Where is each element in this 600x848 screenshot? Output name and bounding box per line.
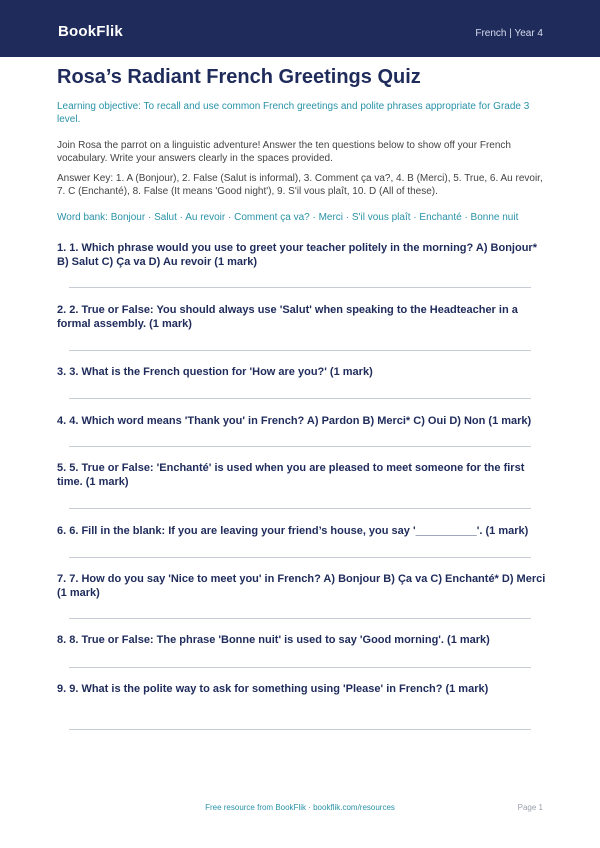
question-6: 6. 6. Fill in the blank: If you are leaving your friend’s house, you say '__________'. (1 mark): [57, 525, 529, 537]
answer-line-8[interactable]: [69, 667, 531, 668]
footer-link[interactable]: Free resource from BookFlik · bookflik.com/resources: [205, 803, 395, 812]
question-4: 4. 4. Which word means 'Thank you' in French? A) Pardon B) Merci* C) Oui D) Non (1 mark): [57, 415, 532, 427]
answer-line-6[interactable]: [69, 557, 531, 558]
question-5: 5. 5. True or False: 'Enchanté' is used when you are pleased to meet someone for the first time. (1 mark): [57, 462, 525, 488]
answer-line-4[interactable]: [69, 446, 531, 447]
question-8: 8. 8. True or False: The phrase 'Bonne nuit' is used to say 'Good morning'. (1 mark): [57, 634, 490, 646]
learning-objective: Learning objective: To recall and use common French greetings and polite phrases appropriate for Grade 3 level.: [57, 101, 530, 125]
intro-text: Join Rosa the parrot on a linguistic adventure! Answer the ten questions below to show off your French vocabulary. Write your answers clearly in the spaces provided.: [57, 140, 511, 164]
answer-line-3[interactable]: [69, 398, 531, 399]
page-title: Rosa’s Radiant French Greetings Quiz: [57, 66, 421, 88]
page-number: Page 1: [517, 803, 543, 812]
answer-line-5[interactable]: [69, 508, 531, 509]
question-9: 9. 9. What is the polite way to ask for something using 'Please' in French? (1 mark): [57, 683, 489, 695]
answer-line-1[interactable]: [69, 287, 531, 288]
question-1: 1. 1. Which phrase would you use to greet your teacher politely in the morning? A) Bonjour* B) Salut C) Ça va D) Au revoir (1 mark): [57, 242, 537, 268]
answer-line-7[interactable]: [69, 618, 531, 619]
question-2: 2. 2. True or False: You should always use 'Salut' when speaking to the Headteacher in a formal assembly. (1 mark): [57, 304, 518, 330]
word-bank: Word bank: Bonjour · Salut · Au revoir · Comment ça va? · Merci · S'il vous plaît · Enchanté · Bonne nuit: [57, 212, 519, 223]
subject-year-label: French | Year 4: [475, 28, 543, 39]
question-7: 7. 7. How do you say 'Nice to meet you' in French? A) Bonjour B) Ça va C) Enchanté* D) Merci (1 mark): [57, 573, 546, 599]
header-bar: [0, 0, 600, 57]
brand-logo[interactable]: BookFlik: [58, 23, 123, 40]
question-3: 3. 3. What is the French question for 'How are you?' (1 mark): [57, 366, 373, 378]
answer-line-9[interactable]: [69, 729, 531, 730]
answer-key: Answer Key: 1. A (Bonjour), 2. False (Salut is informal), 3. Comment ça va?, 4. B (Merci), 5. True, 6. Au revoir, 7. C (Enchanté), 8. False (It means 'Good night'), 9. S'il vous plaît, 10. D (All of these).: [57, 173, 543, 197]
answer-line-2[interactable]: [69, 350, 531, 351]
